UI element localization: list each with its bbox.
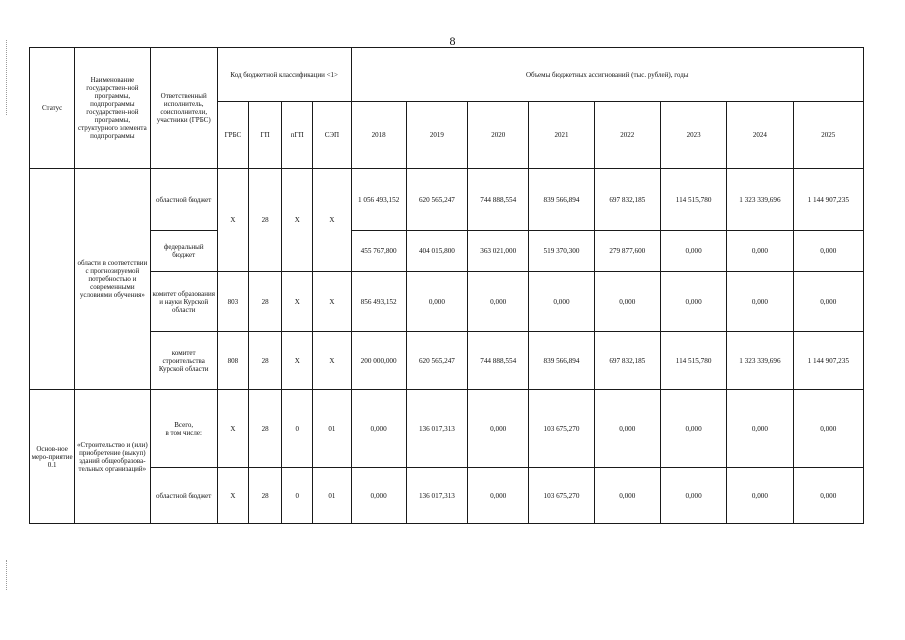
- header-gp: ГП: [249, 102, 282, 169]
- executor-cell: федеральный бюджет: [150, 231, 217, 272]
- page-number: 8: [449, 34, 456, 48]
- value-cell: 0,000: [727, 272, 793, 332]
- value-cell: 279 877,600: [594, 231, 660, 272]
- value-cell: 0,000: [660, 390, 726, 468]
- value-cell: 620 565,247: [406, 169, 467, 231]
- value-cell: 0,000: [727, 468, 793, 524]
- header-allocations-group: Объемы бюджетных ассигнований (тыс. рублей), годы: [351, 48, 863, 102]
- budget-allocation-table: [29, 47, 864, 524]
- value-cell: 0,000: [594, 272, 660, 332]
- table-row: [30, 332, 864, 390]
- value-cell: 404 015,800: [406, 231, 467, 272]
- table-row: [30, 231, 864, 272]
- code-grbs-cell: Х: [217, 468, 248, 524]
- value-cell: 697 832,185: [594, 332, 660, 390]
- header-program-name: Наименование государствен-ной программы, подпрограммы государствен-ной программы, структурного элемента подпрограммы: [75, 48, 150, 169]
- value-cell: 0,000: [406, 272, 467, 332]
- value-cell: 0,000: [351, 468, 406, 524]
- value-cell: 114 515,780: [660, 332, 726, 390]
- value-cell: 1 144 907,235: [793, 332, 863, 390]
- header-pgp: пГП: [282, 102, 313, 169]
- value-cell: 0,000: [727, 390, 793, 468]
- code-sep-cell: 01: [313, 390, 351, 468]
- scan-edge-mark: [6, 40, 7, 115]
- code-pgp-cell: Х: [282, 272, 313, 332]
- header-budget-code-group: Код бюджетной классификации <1>: [217, 48, 351, 102]
- value-cell: 0,000: [660, 231, 726, 272]
- table-row: [30, 169, 864, 231]
- code-gp-cell: 28: [249, 390, 282, 468]
- value-cell: 519 370,300: [529, 231, 594, 272]
- value-cell: 0,000: [793, 272, 863, 332]
- header-year: 2025: [793, 102, 863, 169]
- program-name-cell: области в соответствии с прогнозируемой потребностью и современными условиями обучения»: [75, 169, 150, 390]
- executor-cell: комитет строительства Курской области: [150, 332, 217, 390]
- program-name-cell: «Строительство и (или) приобретение (выкуп) зданий общеобразова-тельных организаций»: [75, 390, 150, 524]
- value-cell: 697 832,185: [594, 169, 660, 231]
- value-cell: 0,000: [468, 468, 529, 524]
- value-cell: 839 566,894: [529, 332, 594, 390]
- value-cell: 0,000: [727, 231, 793, 272]
- executor-cell: областной бюджет: [150, 169, 217, 231]
- value-cell: 1 056 493,152: [351, 169, 406, 231]
- header-status: Статус: [30, 48, 75, 169]
- value-cell: 1 323 339,696: [727, 169, 793, 231]
- value-cell: 1 323 339,696: [727, 332, 793, 390]
- code-gp-cell: 28: [249, 468, 282, 524]
- value-cell: 0,000: [793, 468, 863, 524]
- header-sep: СЭП: [313, 102, 351, 169]
- value-cell: 744 888,554: [468, 332, 529, 390]
- code-grbs-cell: Х: [217, 390, 248, 468]
- value-cell: 0,000: [529, 272, 594, 332]
- value-cell: 839 566,894: [529, 169, 594, 231]
- value-cell: 0,000: [594, 390, 660, 468]
- header-grbs: ГРБС: [217, 102, 248, 169]
- table-row: [30, 468, 864, 524]
- value-cell: 136 017,313: [406, 390, 467, 468]
- scan-edge-mark: [6, 560, 7, 590]
- code-grbs-cell: 803: [217, 272, 248, 332]
- header-year: 2024: [727, 102, 793, 169]
- code-pgp-cell: Х: [282, 169, 313, 272]
- value-cell: 363 021,000: [468, 231, 529, 272]
- value-cell: 620 565,247: [406, 332, 467, 390]
- header-year: 2020: [468, 102, 529, 169]
- value-cell: 0,000: [660, 272, 726, 332]
- value-cell: 114 515,780: [660, 169, 726, 231]
- code-grbs-cell: Х: [217, 169, 248, 272]
- code-pgp-cell: Х: [282, 332, 313, 390]
- code-gp-cell: 28: [249, 272, 282, 332]
- status-cell: Основ-ное меро-приятие 0.1: [30, 390, 75, 524]
- code-gp-cell: 28: [249, 169, 282, 272]
- value-cell: 0,000: [468, 272, 529, 332]
- value-cell: 455 767,800: [351, 231, 406, 272]
- value-cell: 103 675,270: [529, 468, 594, 524]
- header-year: 2018: [351, 102, 406, 169]
- value-cell: 200 000,000: [351, 332, 406, 390]
- header-year: 2019: [406, 102, 467, 169]
- code-gp-cell: 28: [249, 332, 282, 390]
- value-cell: 856 493,152: [351, 272, 406, 332]
- executor-cell: областной бюджет: [150, 468, 217, 524]
- value-cell: 0,000: [793, 231, 863, 272]
- value-cell: 0,000: [594, 468, 660, 524]
- executor-cell: Всего, в том числе:: [150, 390, 217, 468]
- value-cell: 0,000: [468, 390, 529, 468]
- value-cell: 0,000: [660, 468, 726, 524]
- header-executor: Ответственный исполнитель, соисполнители, участники (ГРБС): [150, 48, 217, 169]
- code-pgp-cell: 0: [282, 468, 313, 524]
- header-year: 2023: [660, 102, 726, 169]
- header-year: 2022: [594, 102, 660, 169]
- value-cell: 744 888,554: [468, 169, 529, 231]
- executor-cell: комитет образования и науки Курской области: [150, 272, 217, 332]
- value-cell: 0,000: [793, 390, 863, 468]
- code-sep-cell: 01: [313, 468, 351, 524]
- code-grbs-cell: 808: [217, 332, 248, 390]
- table-row: [30, 272, 864, 332]
- code-sep-cell: Х: [313, 272, 351, 332]
- status-cell: [30, 169, 75, 390]
- table-row: [30, 390, 864, 468]
- value-cell: 103 675,270: [529, 390, 594, 468]
- value-cell: 1 144 907,235: [793, 169, 863, 231]
- header-year: 2021: [529, 102, 594, 169]
- code-pgp-cell: 0: [282, 390, 313, 468]
- value-cell: 0,000: [351, 390, 406, 468]
- code-sep-cell: Х: [313, 169, 351, 272]
- value-cell: 136 017,313: [406, 468, 467, 524]
- code-sep-cell: Х: [313, 332, 351, 390]
